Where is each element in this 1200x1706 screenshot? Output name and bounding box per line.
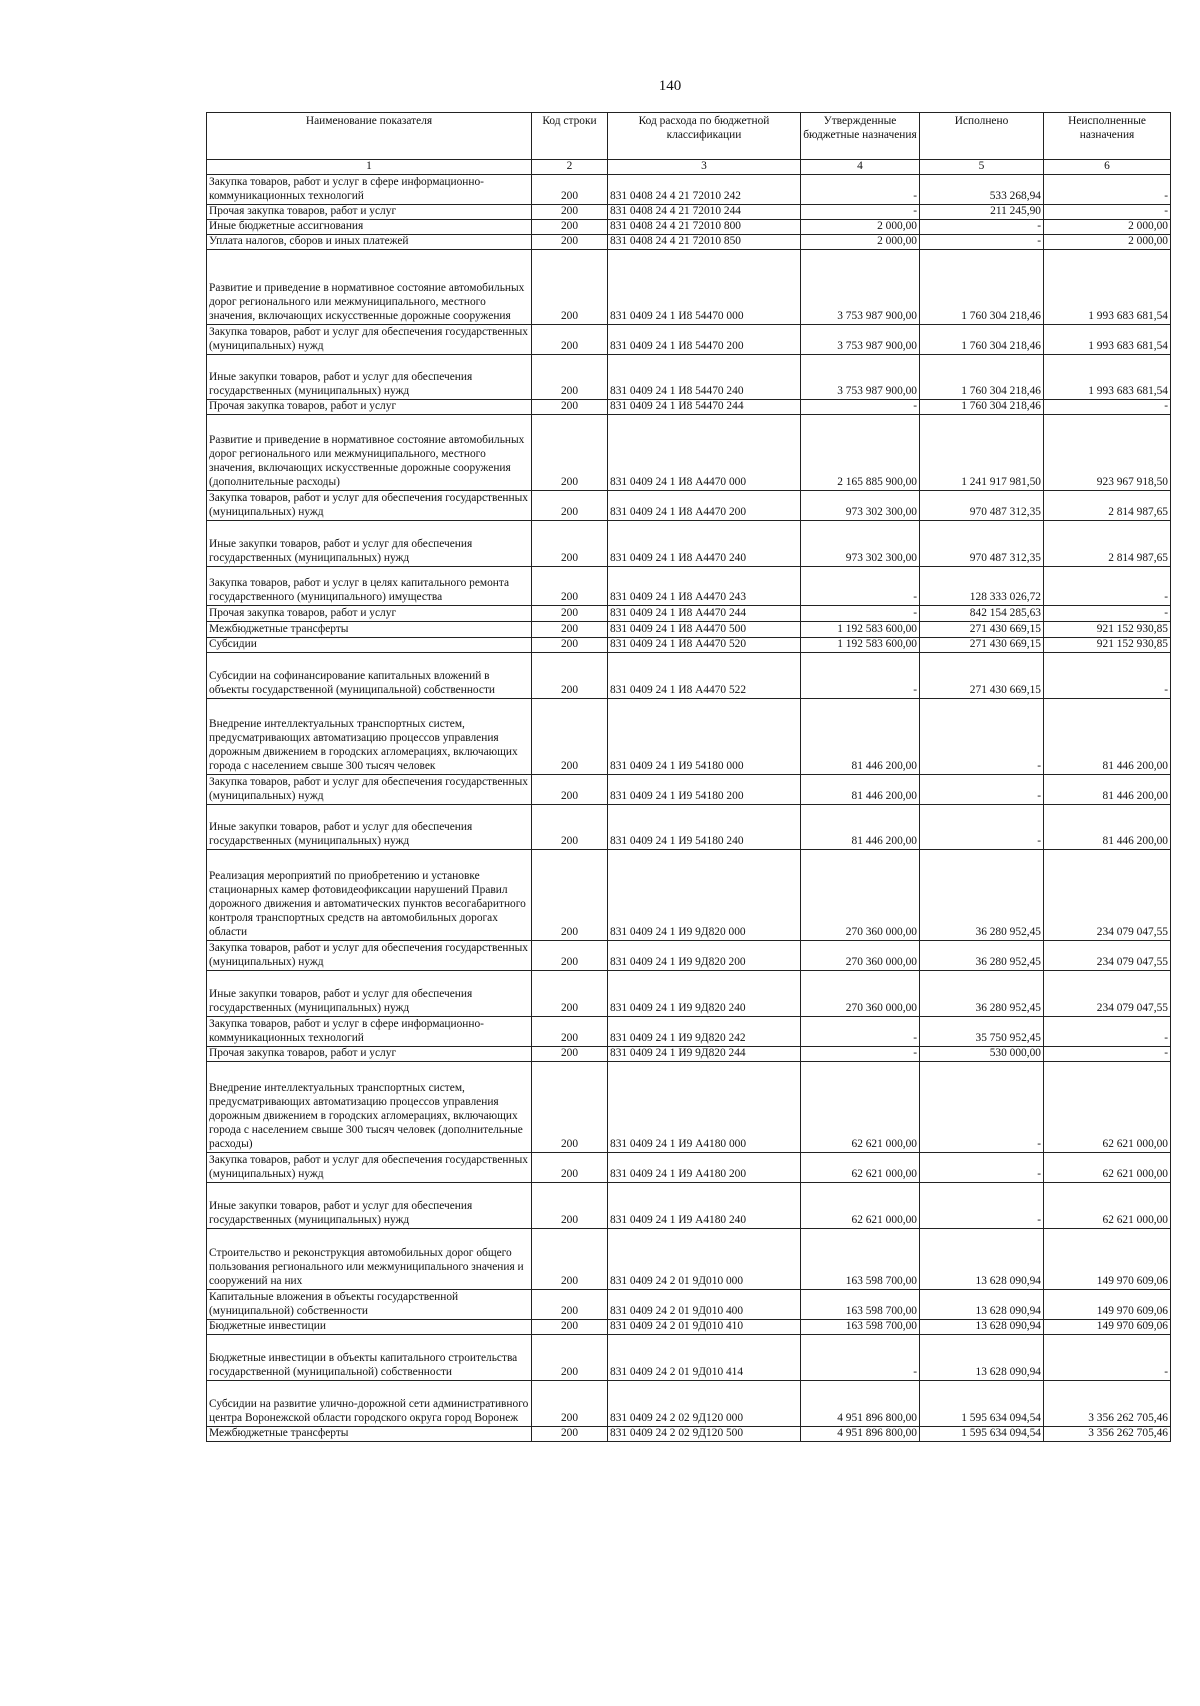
expense-code-cell: 831 0409 24 1 И9 9Д820 240: [608, 971, 801, 1017]
table-row: [207, 1183, 1171, 1229]
table-row: [207, 235, 1171, 250]
indicator-name-cell: Уплата налогов, сборов и иных платежей: [207, 235, 532, 250]
approved-amount-cell: -: [801, 1335, 920, 1381]
table-row: [207, 355, 1171, 400]
expense-code-cell: 831 0409 24 1 И8 А4470 240: [608, 521, 801, 567]
line-code-cell: 200: [532, 325, 608, 355]
line-code-cell: 200: [532, 1062, 608, 1153]
indicator-name-cell: Иные закупки товаров, работ и услуг для обеспечения государственных (муниципальных) нужд: [207, 1183, 532, 1229]
approved-amount-cell: 3 753 987 900,00: [801, 325, 920, 355]
expense-code-cell: 831 0409 24 1 И8 А4470 522: [608, 653, 801, 699]
indicator-name-cell: Межбюджетные трансферты: [207, 622, 532, 638]
unexecuted-amount-cell: 81 446 200,00: [1044, 699, 1171, 775]
table-row: [207, 638, 1171, 653]
indicator-name-cell: Закупка товаров, работ и услуг для обеспечения государственных (муниципальных) нужд: [207, 941, 532, 971]
table-row: [207, 205, 1171, 220]
expense-code-cell: 831 0409 24 1 И8 54470 244: [608, 400, 801, 415]
executed-amount-cell: 1 595 634 094,54: [920, 1427, 1044, 1442]
approved-amount-cell: -: [801, 1017, 920, 1047]
line-code-cell: 200: [532, 1183, 608, 1229]
unexecuted-amount-cell: -: [1044, 1017, 1171, 1047]
indicator-name-cell: Иные закупки товаров, работ и услуг для обеспечения государственных (муниципальных) нужд: [207, 971, 532, 1017]
column-number: 3: [608, 160, 801, 175]
unexecuted-amount-cell: 1 993 683 681,54: [1044, 325, 1171, 355]
approved-amount-cell: 270 360 000,00: [801, 850, 920, 941]
executed-amount-cell: -: [920, 699, 1044, 775]
unexecuted-amount-cell: -: [1044, 400, 1171, 415]
unexecuted-amount-cell: 234 079 047,55: [1044, 850, 1171, 941]
line-code-cell: 200: [532, 941, 608, 971]
expense-code-cell: 831 0409 24 1 И9 54180 000: [608, 699, 801, 775]
table-row: [207, 491, 1171, 521]
column-number: 1: [207, 160, 532, 175]
expense-code-cell: 831 0409 24 2 01 9Д010 410: [608, 1320, 801, 1335]
executed-amount-cell: 842 154 285,63: [920, 606, 1044, 622]
table-row: [207, 1229, 1171, 1290]
expense-code-cell: 831 0409 24 1 И9 54180 240: [608, 805, 801, 850]
approved-amount-cell: 62 621 000,00: [801, 1062, 920, 1153]
table-body: [207, 175, 1171, 1442]
line-code-cell: 200: [532, 1229, 608, 1290]
expense-code-cell: 831 0409 24 1 И8 54470 000: [608, 250, 801, 325]
unexecuted-amount-cell: 2 000,00: [1044, 220, 1171, 235]
unexecuted-amount-cell: 62 621 000,00: [1044, 1183, 1171, 1229]
executed-amount-cell: -: [920, 1183, 1044, 1229]
approved-amount-cell: 2 165 885 900,00: [801, 415, 920, 491]
expense-code-cell: 831 0408 24 4 21 72010 800: [608, 220, 801, 235]
indicator-name-cell: Закупка товаров, работ и услуг для обеспечения государственных (муниципальных) нужд: [207, 491, 532, 521]
expense-code-cell: 831 0409 24 1 И8 54470 200: [608, 325, 801, 355]
indicator-name-cell: Внедрение интеллектуальных транспортных систем, предусматривающих автоматизацию процессов управления дорожным движением в городских агломерациях, включающих города с населением свыше 300 тысяч человек (дополнительные расходы): [207, 1062, 532, 1153]
line-code-cell: 200: [532, 850, 608, 941]
approved-amount-cell: 1 192 583 600,00: [801, 622, 920, 638]
unexecuted-amount-cell: 1 993 683 681,54: [1044, 355, 1171, 400]
unexecuted-amount-cell: 2 000,00: [1044, 235, 1171, 250]
table-row: [207, 606, 1171, 622]
line-code-cell: 200: [532, 1017, 608, 1047]
unexecuted-amount-cell: -: [1044, 567, 1171, 606]
indicator-name-cell: Субсидии на софинансирование капитальных вложений в объекты государственной (муниципальной) собственности: [207, 653, 532, 699]
indicator-name-cell: Закупка товаров, работ и услуг для обеспечения государственных (муниципальных) нужд: [207, 1153, 532, 1183]
unexecuted-amount-cell: 923 967 918,50: [1044, 415, 1171, 491]
line-code-cell: 200: [532, 250, 608, 325]
indicator-name-cell: Межбюджетные трансферты: [207, 1427, 532, 1442]
expense-code-cell: 831 0408 24 4 21 72010 244: [608, 205, 801, 220]
column-number: 2: [532, 160, 608, 175]
executed-amount-cell: 13 628 090,94: [920, 1335, 1044, 1381]
line-code-cell: 200: [532, 355, 608, 400]
table-row: [207, 1320, 1171, 1335]
line-code-cell: 200: [532, 638, 608, 653]
approved-amount-cell: 3 753 987 900,00: [801, 355, 920, 400]
unexecuted-amount-cell: 234 079 047,55: [1044, 971, 1171, 1017]
approved-amount-cell: -: [801, 205, 920, 220]
line-code-cell: 200: [532, 1047, 608, 1062]
table-row: [207, 567, 1171, 606]
expense-code-cell: 831 0409 24 1 И8 А4470 520: [608, 638, 801, 653]
executed-amount-cell: 271 430 669,15: [920, 622, 1044, 638]
executed-amount-cell: 36 280 952,45: [920, 850, 1044, 941]
executed-amount-cell: 1 760 304 218,46: [920, 400, 1044, 415]
approved-amount-cell: -: [801, 400, 920, 415]
approved-amount-cell: -: [801, 567, 920, 606]
executed-amount-cell: -: [920, 805, 1044, 850]
table-row: [207, 1381, 1171, 1427]
indicator-name-cell: Прочая закупка товаров, работ и услуг: [207, 400, 532, 415]
indicator-name-cell: Субсидии на развитие улично-дорожной сети административного центра Воронежской области городского округа город Воронеж: [207, 1381, 532, 1427]
expense-code-cell: 831 0409 24 1 И8 А4470 200: [608, 491, 801, 521]
expense-code-cell: 831 0409 24 1 И8 А4470 500: [608, 622, 801, 638]
unexecuted-amount-cell: 1 993 683 681,54: [1044, 250, 1171, 325]
table-row: [207, 1017, 1171, 1047]
table-row: [207, 805, 1171, 850]
indicator-name-cell: Бюджетные инвестиции в объекты капитального строительства государственной (муниципальной) собственности: [207, 1335, 532, 1381]
column-number-row: [207, 160, 1171, 175]
executed-amount-cell: 13 628 090,94: [920, 1290, 1044, 1320]
expense-code-cell: 831 0409 24 1 И9 9Д820 244: [608, 1047, 801, 1062]
table-row: [207, 850, 1171, 941]
unexecuted-amount-cell: 62 621 000,00: [1044, 1153, 1171, 1183]
approved-amount-cell: 270 360 000,00: [801, 941, 920, 971]
header-expense-code: Код расхода по бюджетной классификации: [608, 113, 801, 160]
table-row: [207, 400, 1171, 415]
line-code-cell: 200: [532, 1381, 608, 1427]
indicator-name-cell: Строительство и реконструкция автомобильных дорог общего пользования регионального или межмуниципального значения и сооружений на них: [207, 1229, 532, 1290]
approved-amount-cell: 2 000,00: [801, 235, 920, 250]
executed-amount-cell: 271 430 669,15: [920, 638, 1044, 653]
indicator-name-cell: Развитие и приведение в нормативное состояние автомобильных дорог регионального или межмуниципального, местного значения, включающих искусственные дорожные сооружения (дополнительные расходы): [207, 415, 532, 491]
unexecuted-amount-cell: 921 152 930,85: [1044, 638, 1171, 653]
executed-amount-cell: 1 241 917 981,50: [920, 415, 1044, 491]
approved-amount-cell: 4 951 896 800,00: [801, 1381, 920, 1427]
line-code-cell: 200: [532, 205, 608, 220]
table-row: [207, 653, 1171, 699]
line-code-cell: 200: [532, 1335, 608, 1381]
table-row: [207, 1427, 1171, 1442]
executed-amount-cell: -: [920, 1062, 1044, 1153]
executed-amount-cell: 970 487 312,35: [920, 491, 1044, 521]
table-row: [207, 971, 1171, 1017]
expense-code-cell: 831 0409 24 1 И9 А4180 200: [608, 1153, 801, 1183]
expense-code-cell: 831 0409 24 1 И8 А4470 244: [608, 606, 801, 622]
line-code-cell: 200: [532, 175, 608, 205]
table-row: [207, 622, 1171, 638]
line-code-cell: 200: [532, 606, 608, 622]
executed-amount-cell: 1 760 304 218,46: [920, 355, 1044, 400]
table-row: [207, 325, 1171, 355]
line-code-cell: 200: [532, 1427, 608, 1442]
unexecuted-amount-cell: 149 970 609,06: [1044, 1229, 1171, 1290]
table-row: [207, 175, 1171, 205]
header-indicator-name: Наименование показателя: [207, 113, 532, 160]
table-row: [207, 1335, 1171, 1381]
unexecuted-amount-cell: 2 814 987,65: [1044, 491, 1171, 521]
approved-amount-cell: 81 446 200,00: [801, 775, 920, 805]
unexecuted-amount-cell: -: [1044, 606, 1171, 622]
line-code-cell: 200: [532, 653, 608, 699]
line-code-cell: 200: [532, 1153, 608, 1183]
executed-amount-cell: 970 487 312,35: [920, 521, 1044, 567]
indicator-name-cell: Закупка товаров, работ и услуг для обеспечения государственных (муниципальных) нужд: [207, 775, 532, 805]
approved-amount-cell: 81 446 200,00: [801, 805, 920, 850]
expense-code-cell: 831 0409 24 2 02 9Д120 000: [608, 1381, 801, 1427]
expense-code-cell: 831 0409 24 2 01 9Д010 414: [608, 1335, 801, 1381]
line-code-cell: 200: [532, 805, 608, 850]
expense-code-cell: 831 0408 24 4 21 72010 850: [608, 235, 801, 250]
approved-amount-cell: 3 753 987 900,00: [801, 250, 920, 325]
unexecuted-amount-cell: 81 446 200,00: [1044, 775, 1171, 805]
indicator-name-cell: Закупка товаров, работ и услуг в сфере информационно-коммуникационных технологий: [207, 175, 532, 205]
indicator-name-cell: Иные закупки товаров, работ и услуг для обеспечения государственных (муниципальных) нужд: [207, 805, 532, 850]
line-code-cell: 200: [532, 775, 608, 805]
column-number: 4: [801, 160, 920, 175]
unexecuted-amount-cell: -: [1044, 653, 1171, 699]
table-header-row: [207, 113, 1171, 160]
approved-amount-cell: -: [801, 175, 920, 205]
executed-amount-cell: 271 430 669,15: [920, 653, 1044, 699]
approved-amount-cell: 4 951 896 800,00: [801, 1427, 920, 1442]
expense-code-cell: 831 0409 24 2 02 9Д120 500: [608, 1427, 801, 1442]
unexecuted-amount-cell: 921 152 930,85: [1044, 622, 1171, 638]
indicator-name-cell: Закупка товаров, работ и услуг в сфере информационно-коммуникационных технологий: [207, 1017, 532, 1047]
line-code-cell: 200: [532, 971, 608, 1017]
approved-amount-cell: 973 302 300,00: [801, 491, 920, 521]
executed-amount-cell: 530 000,00: [920, 1047, 1044, 1062]
executed-amount-cell: -: [920, 220, 1044, 235]
approved-amount-cell: 973 302 300,00: [801, 521, 920, 567]
header-unexecuted: Неисполненные назначения: [1044, 113, 1171, 160]
approved-amount-cell: 270 360 000,00: [801, 971, 920, 1017]
approved-amount-cell: 81 446 200,00: [801, 699, 920, 775]
approved-amount-cell: 2 000,00: [801, 220, 920, 235]
column-number: 6: [1044, 160, 1171, 175]
indicator-name-cell: Иные закупки товаров, работ и услуг для обеспечения государственных (муниципальных) нужд: [207, 355, 532, 400]
table-row: [207, 941, 1171, 971]
executed-amount-cell: 36 280 952,45: [920, 941, 1044, 971]
executed-amount-cell: 128 333 026,72: [920, 567, 1044, 606]
unexecuted-amount-cell: 81 446 200,00: [1044, 805, 1171, 850]
header-line-code: Код строки: [532, 113, 608, 160]
approved-amount-cell: 62 621 000,00: [801, 1153, 920, 1183]
unexecuted-amount-cell: -: [1044, 175, 1171, 205]
executed-amount-cell: 1 760 304 218,46: [920, 325, 1044, 355]
indicator-name-cell: Внедрение интеллектуальных транспортных систем, предусматривающих автоматизацию процессов управления дорожным движением в городских агломерациях, включающих города с населением свыше 300 тысяч человек: [207, 699, 532, 775]
table-row: [207, 775, 1171, 805]
table-row: [207, 1153, 1171, 1183]
indicator-name-cell: Реализация мероприятий по приобретению и установке стационарных камер фотовидеофиксации нарушений Правил дорожного движения и автоматических пунктов весогабаритного контроля транспортных средств на автомобильных дорогах области: [207, 850, 532, 941]
unexecuted-amount-cell: 2 814 987,65: [1044, 521, 1171, 567]
unexecuted-amount-cell: 234 079 047,55: [1044, 941, 1171, 971]
executed-amount-cell: -: [920, 235, 1044, 250]
expense-code-cell: 831 0409 24 1 И8 А4470 000: [608, 415, 801, 491]
indicator-name-cell: Прочая закупка товаров, работ и услуг: [207, 606, 532, 622]
expense-code-cell: 831 0409 24 2 01 9Д010 400: [608, 1290, 801, 1320]
approved-amount-cell: 62 621 000,00: [801, 1183, 920, 1229]
unexecuted-amount-cell: -: [1044, 1335, 1171, 1381]
line-code-cell: 200: [532, 1320, 608, 1335]
unexecuted-amount-cell: 62 621 000,00: [1044, 1062, 1171, 1153]
executed-amount-cell: 1 595 634 094,54: [920, 1381, 1044, 1427]
indicator-name-cell: Прочая закупка товаров, работ и услуг: [207, 1047, 532, 1062]
executed-amount-cell: -: [920, 1153, 1044, 1183]
expense-code-cell: 831 0409 24 1 И9 9Д820 000: [608, 850, 801, 941]
table-row: [207, 1047, 1171, 1062]
table-row: [207, 220, 1171, 235]
approved-amount-cell: -: [801, 653, 920, 699]
executed-amount-cell: 13 628 090,94: [920, 1320, 1044, 1335]
indicator-name-cell: Бюджетные инвестиции: [207, 1320, 532, 1335]
unexecuted-amount-cell: 3 356 262 705,46: [1044, 1381, 1171, 1427]
expense-code-cell: 831 0409 24 1 И9 9Д820 242: [608, 1017, 801, 1047]
expense-code-cell: 831 0409 24 1 И9 А4180 240: [608, 1183, 801, 1229]
table-row: [207, 1062, 1171, 1153]
line-code-cell: 200: [532, 491, 608, 521]
table-row: [207, 415, 1171, 491]
indicator-name-cell: Иные закупки товаров, работ и услуг для обеспечения государственных (муниципальных) нужд: [207, 521, 532, 567]
expense-code-cell: 831 0409 24 1 И8 А4470 243: [608, 567, 801, 606]
line-code-cell: 200: [532, 235, 608, 250]
expense-code-cell: 831 0409 24 2 01 9Д010 000: [608, 1229, 801, 1290]
column-number: 5: [920, 160, 1044, 175]
table-row: [207, 521, 1171, 567]
approved-amount-cell: 1 192 583 600,00: [801, 638, 920, 653]
line-code-cell: 200: [532, 220, 608, 235]
indicator-name-cell: Капитальные вложения в объекты государственной (муниципальной) собственности: [207, 1290, 532, 1320]
indicator-name-cell: Субсидии: [207, 638, 532, 653]
executed-amount-cell: 211 245,90: [920, 205, 1044, 220]
executed-amount-cell: 36 280 952,45: [920, 971, 1044, 1017]
approved-amount-cell: 163 598 700,00: [801, 1320, 920, 1335]
table-row: [207, 250, 1171, 325]
approved-amount-cell: 163 598 700,00: [801, 1229, 920, 1290]
indicator-name-cell: Закупка товаров, работ и услуг для обеспечения государственных (муниципальных) нужд: [207, 325, 532, 355]
page-number: 140: [658, 78, 682, 94]
unexecuted-amount-cell: -: [1044, 1047, 1171, 1062]
executed-amount-cell: 13 628 090,94: [920, 1229, 1044, 1290]
budget-execution-table: [206, 112, 1171, 1442]
line-code-cell: 200: [532, 1290, 608, 1320]
executed-amount-cell: 1 760 304 218,46: [920, 250, 1044, 325]
header-approved: Утвержденные бюджетные назначения: [801, 113, 920, 160]
unexecuted-amount-cell: -: [1044, 205, 1171, 220]
indicator-name-cell: Прочая закупка товаров, работ и услуг: [207, 205, 532, 220]
expense-code-cell: 831 0408 24 4 21 72010 242: [608, 175, 801, 205]
approved-amount-cell: -: [801, 606, 920, 622]
unexecuted-amount-cell: 3 356 262 705,46: [1044, 1427, 1171, 1442]
line-code-cell: 200: [532, 415, 608, 491]
table-row: [207, 1290, 1171, 1320]
approved-amount-cell: 163 598 700,00: [801, 1290, 920, 1320]
indicator-name-cell: Развитие и приведение в нормативное состояние автомобильных дорог регионального или межмуниципального, местного значения, включающих искусственные дорожные сооружения: [207, 250, 532, 325]
executed-amount-cell: -: [920, 775, 1044, 805]
line-code-cell: 200: [532, 622, 608, 638]
expense-code-cell: 831 0409 24 1 И8 54470 240: [608, 355, 801, 400]
line-code-cell: 200: [532, 400, 608, 415]
unexecuted-amount-cell: 149 970 609,06: [1044, 1320, 1171, 1335]
indicator-name-cell: Иные бюджетные ассигнования: [207, 220, 532, 235]
approved-amount-cell: -: [801, 1047, 920, 1062]
line-code-cell: 200: [532, 699, 608, 775]
executed-amount-cell: 533 268,94: [920, 175, 1044, 205]
table-row: [207, 699, 1171, 775]
indicator-name-cell: Закупка товаров, работ и услуг в целях капитального ремонта государственного (муниципального) имущества: [207, 567, 532, 606]
executed-amount-cell: 35 750 952,45: [920, 1017, 1044, 1047]
unexecuted-amount-cell: 149 970 609,06: [1044, 1290, 1171, 1320]
expense-code-cell: 831 0409 24 1 И9 9Д820 200: [608, 941, 801, 971]
line-code-cell: 200: [532, 567, 608, 606]
expense-code-cell: 831 0409 24 1 И9 А4180 000: [608, 1062, 801, 1153]
expense-code-cell: 831 0409 24 1 И9 54180 200: [608, 775, 801, 805]
line-code-cell: 200: [532, 521, 608, 567]
header-executed: Исполнено: [920, 113, 1044, 160]
